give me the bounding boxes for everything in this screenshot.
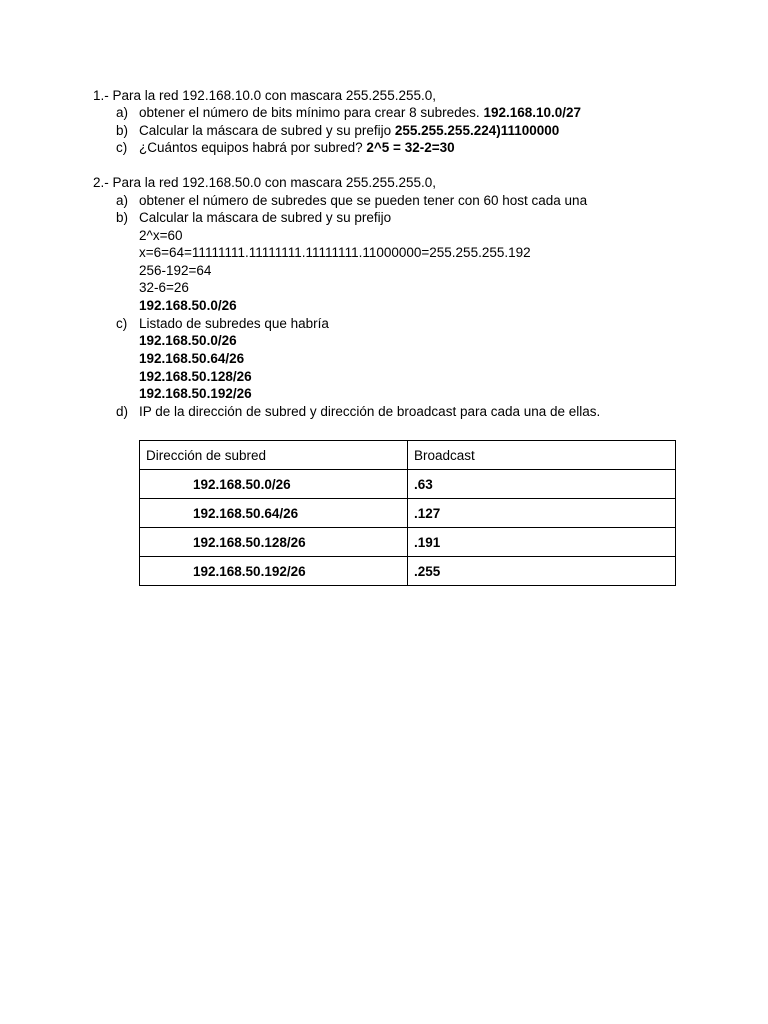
section1-item-c-text: ¿Cuántos equipos habrá por subred?	[139, 140, 367, 155]
subnet-list-item: 192.168.50.192/26	[139, 386, 252, 401]
section2-item-a-text: obtener el número de subredes que se pueden tener con 60 host cada una	[139, 193, 588, 208]
section2-item-b-text: Calcular la máscara de subred y su prefijo	[139, 210, 392, 225]
section1-item-a-text: obtener el número de bits mínimo para crear 8 subredes.	[139, 105, 484, 120]
table-header-row	[140, 441, 676, 470]
table-cell-broadcast: .255	[408, 557, 676, 586]
section2-item-d-letter: d)	[116, 404, 129, 419]
table-row	[140, 528, 676, 557]
section2-item-b-letter: b)	[116, 210, 129, 225]
section1-item-a-letter: a)	[116, 105, 129, 120]
section1-item-b	[139, 122, 559, 139]
section1-item-c	[139, 139, 455, 156]
section2-item-c-letter: c)	[116, 316, 128, 331]
table-cell-broadcast: .63	[408, 470, 676, 499]
section2-item-a-letter: a)	[116, 193, 129, 208]
work-line: 256-192=64	[139, 263, 212, 278]
work-line: 2^x=60	[139, 228, 183, 243]
section1-item-a-answer: 192.168.10.0/27	[483, 105, 582, 120]
section1-item-c-letter: c)	[116, 140, 128, 155]
subnet-broadcast-table	[139, 440, 676, 586]
section1-heading: 1.- Para la red 192.168.10.0 con mascara 255.255.255.0,	[93, 88, 436, 103]
section1-item-b-text: Calcular la máscara de subred y su prefijo	[139, 123, 395, 138]
section2-heading: 2.- Para la red 192.168.50.0 con mascara 255.255.255.0,	[93, 175, 436, 190]
subnet-list-item: 192.168.50.128/26	[139, 369, 252, 384]
table-cell-subnet: 192.168.50.64/26	[140, 499, 408, 528]
table-cell-broadcast: .127	[408, 499, 676, 528]
table-cell-subnet: 192.168.50.0/26	[140, 470, 408, 499]
subnet-list-item: 192.168.50.0/26	[139, 333, 237, 348]
subnet-list-item: 192.168.50.64/26	[139, 351, 245, 366]
table-header-broadcast: Broadcast	[408, 441, 676, 470]
work-line: 32-6=26	[139, 280, 189, 295]
table-cell-subnet: 192.168.50.192/26	[140, 557, 408, 586]
section1-item-b-letter: b)	[116, 123, 129, 138]
section2-item-c-text: Listado de subredes que habría	[139, 316, 329, 331]
work-line: x=6=64=11111111.11111111.11111111.11000000=255.255.255.192	[139, 245, 531, 260]
table-cell-subnet: 192.168.50.128/26	[140, 528, 408, 557]
table-row	[140, 499, 676, 528]
table-row	[140, 557, 676, 586]
table-row	[140, 470, 676, 499]
table-cell-broadcast: .191	[408, 528, 676, 557]
section2-item-d-text: IP de la dirección de subred y dirección de broadcast para cada una de ellas.	[139, 404, 601, 419]
section1-item-c-answer: 2^5 = 32-2=30	[366, 140, 455, 155]
section1-item-a	[139, 104, 581, 121]
table-header-subnet: Dirección de subred	[140, 441, 408, 470]
section1-item-b-answer: 255.255.255.224)11100000	[394, 123, 560, 138]
section2-item-b-answer: 192.168.50.0/26	[139, 298, 237, 313]
